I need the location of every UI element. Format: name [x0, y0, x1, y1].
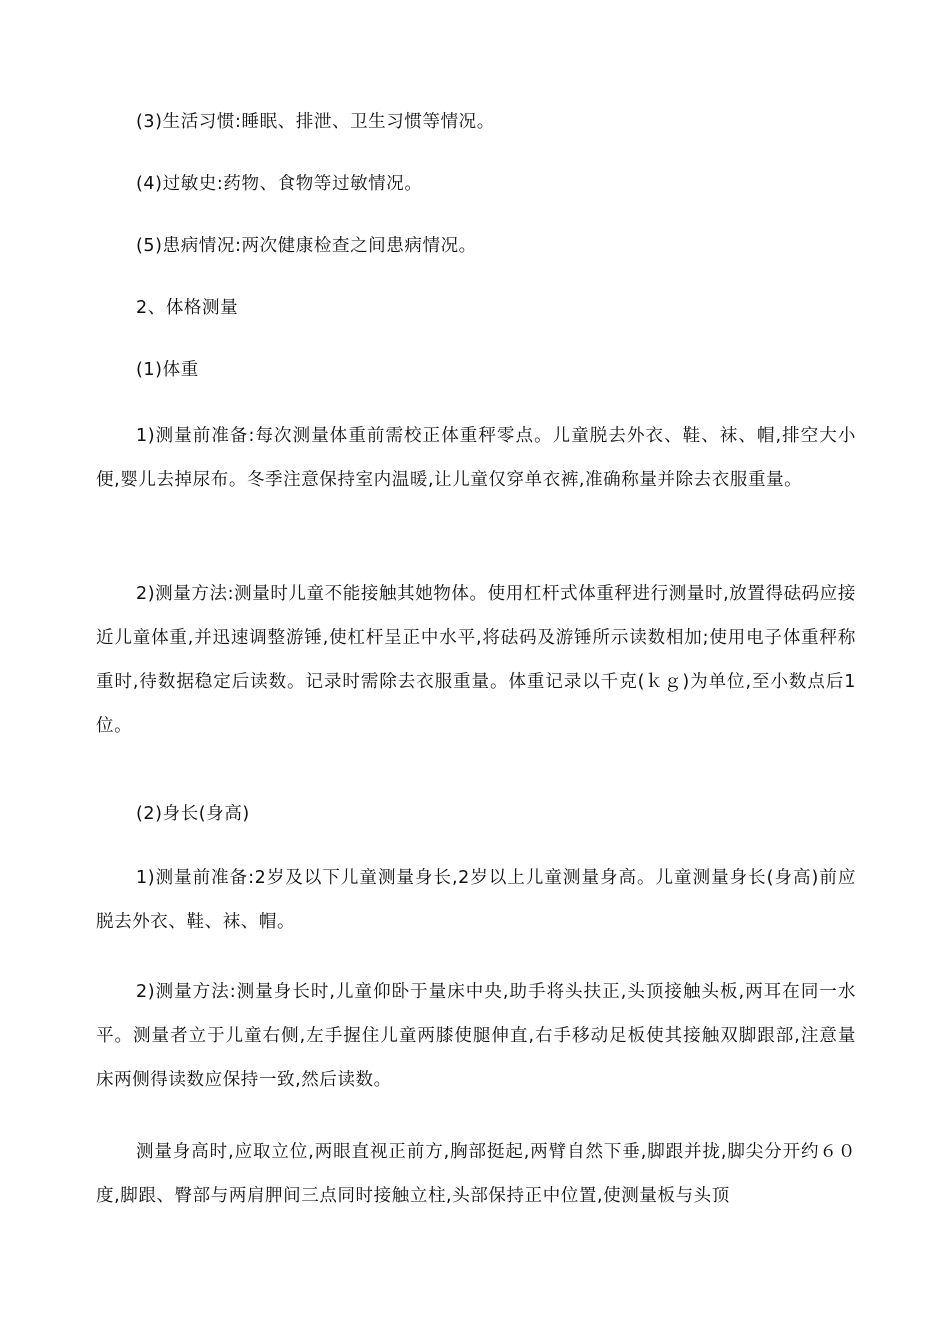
subsection-heading-weight: (1)体重	[136, 360, 199, 380]
paragraph-standing-height-method: 测量身高时,应取立位,两眼直视正前方,胸部挺起,两臂自然下垂,脚跟并拢,脚尖分开约６０度,脚跟、臀部与两肩胛间三点同时接触立柱,头部保持正中位置,使测量板与头顶	[96, 1142, 856, 1206]
paragraph-height-preparation: 1)测量前准备:2岁及以下儿童测量身长,2岁以上儿童测量身高。儿童测量身长(身高)前应脱去外衣、鞋、袜、帽。	[96, 868, 856, 932]
subsection-heading-height: (2)身长(身高)	[136, 804, 250, 824]
paragraph-living-habits: (3)生活习惯:睡眠、排泄、卫生习惯等情况。	[136, 112, 495, 132]
paragraph-allergy-history: (4)过敏史:药物、食物等过敏情况。	[136, 174, 423, 194]
paragraph-length-method: 2)测量方法:测量身长时,儿童仰卧于量床中央,助手将头扶正,头顶接触头板,两耳在同一水平。测量者立于儿童右侧,左手握住儿童两膝使腿伸直,右手移动足板使其接触双脚跟部,注意量床两侧得读数应保持一致,然后读数。	[96, 982, 856, 1090]
section-heading-physical-measurement: 2、体格测量	[136, 298, 239, 318]
paragraph-weight-method: 2)测量方法:测量时儿童不能接触其她物体。使用杠杆式体重秤进行测量时,放置得砝码应接近儿童体重,并迅速调整游锤,使杠杆呈正中水平,将砝码及游锤所示读数相加;使用电子体重秤称重时,待数据稳定后读数。记录时需除去衣服重量。体重记录以千克(ｋｇ)为单位,至小数点后1位。	[96, 584, 856, 736]
paragraph-illness-history: (5)患病情况:两次健康检查之间患病情况。	[136, 236, 477, 256]
paragraph-weight-preparation: 1)测量前准备:每次测量体重前需校正体重秤零点。儿童脱去外衣、鞋、袜、帽,排空大小便,婴儿去掉尿布。冬季注意保持室内温暖,让儿童仅穿单衣裤,准确称量并除去衣服重量。	[96, 426, 856, 490]
